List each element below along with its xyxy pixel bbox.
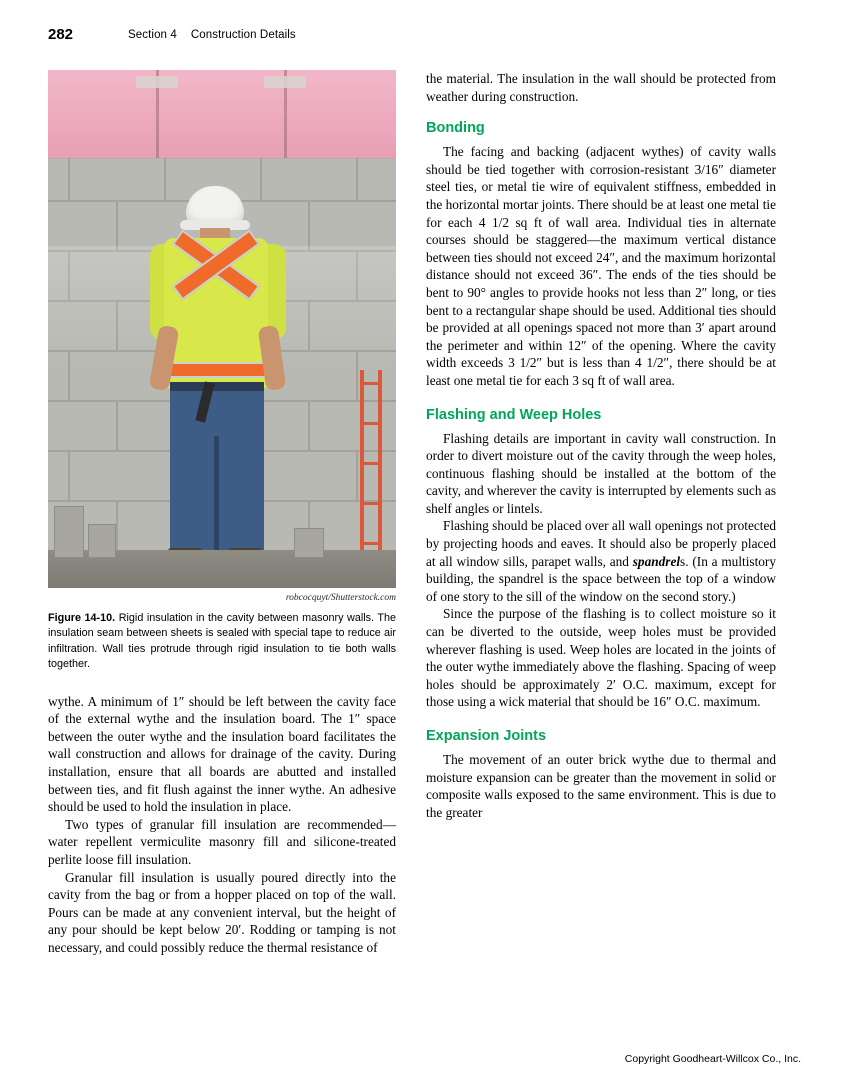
seam-tape	[264, 76, 306, 88]
photo-credit: robcocquyt/Shutterstock.com	[285, 593, 396, 603]
mortar-joint	[68, 450, 70, 500]
mortar-joint	[116, 400, 118, 450]
rigid-insulation-board	[48, 70, 396, 158]
ladder-rung	[360, 422, 382, 425]
ladder-rung	[360, 502, 382, 505]
heading-flashing-and-weep-holes: Flashing and Weep Holes	[426, 406, 602, 423]
ladder-rung	[360, 382, 382, 385]
paragraph: Since the purpose of the flashing is to collect moisture so it can be diverted to the outside, weep holes must be provided wherever flashing is used. Weep holes are located in the joints of the outer wythe immediately above the flashing. Spacing of weep holes should be approximately 2′ O.C. maximum, except for those using a wick material that should be 16″ O.C. maximum.	[426, 606, 776, 710]
page-number: 282	[48, 26, 74, 43]
block-stack	[54, 506, 84, 558]
jeans-seam	[214, 436, 219, 552]
left-column-body	[48, 693, 396, 957]
figure-caption	[48, 611, 396, 673]
figure-number: Figure 14-10.	[48, 612, 116, 624]
emphasis-term: spandrel	[632, 553, 681, 569]
paragraph: Flashing should be placed over all wall openings not protected by projecting hoods and eaves. It should also be properly placed at all window sills, parapet walls, and spandrels. (In a multistory building, the spandrel is the space between the top of a window of one story to the sill of the window on the second story.)	[426, 518, 776, 604]
mason-worker	[144, 186, 294, 588]
running-head-section-title: Construction Details	[190, 29, 296, 41]
left-column	[48, 70, 396, 957]
belt	[170, 382, 264, 391]
block-stack	[88, 524, 116, 558]
paragraph: Granular fill insulation is usually poured directly into the cavity from the bag or from a hopper placed on top of the wall. Pours can be made at any convenient interval, but the height of any pour should be kept below 20′. Rodding or tamping is not necessary, and could possibly reduce the thermal resistance of	[48, 869, 396, 955]
mortar-joint	[116, 200, 118, 250]
mortar-joint	[356, 450, 358, 500]
paragraph: The facing and backing (adjacent wythes) of cavity walls should be tied together with corrosion-resistant 3/16″ diameter steel ties, or metal tie wire of equivalent stiffness, embedded in the horizontal mortar joints. There should be at least one metal tie for each 4 1/2 sq ft of wall area. Individual ties in alternate courses should be staggered—the maximum vertical distance between ties should not exceed 24″, and the maximum horizontal distance should not exceed 36″. The ends of the ties should be bent to 90° angles to provide hooks not less than 2″ long, or ties bent to a rectangular shape should be used. Additional ties should be provided at all openings spaced not more than 3′ apart around the perimeter and within 12″ of the opening. Where the cavity width exceeds 3 1/2″ but is less than 4 1/2″, there should be at least one metal tie for each 3 sq ft of wall area.	[426, 144, 776, 388]
page-header	[48, 26, 801, 46]
vest-waistband	[166, 362, 266, 378]
ladder	[360, 370, 382, 560]
heading-expansion-joints: Expansion Joints	[426, 728, 547, 744]
mortar-joint	[308, 200, 310, 250]
footer-copyright: Copyright Goodheart-Willcox Co., Inc.	[624, 1053, 801, 1065]
figure-caption-text: Rigid insulation in the cavity between masonry walls. The insulation seam between sheets is sealed with special tape to reduce air infiltration. Wall ties protrude through rigid insulation to tie both walls together.	[48, 612, 397, 671]
mortar-joint	[308, 400, 310, 450]
block-stack	[294, 528, 324, 558]
mortar-joint	[116, 500, 118, 550]
running-head-section-number: Section 4	[128, 29, 177, 41]
ladder-rung	[360, 462, 382, 465]
paragraph: Two types of granular fill insulation are recommended—water repellent vermiculite masonry fill and silicone-treated perlite loose fill insulation.	[48, 816, 396, 867]
figure-14-10	[48, 70, 396, 673]
paragraph: wythe. A minimum of 1″ should be left between the cavity face of the external wythe and the insulation board. The 1″ space between the outer wythe and the insulation board facilitates the wall construction and allows for drainage of the cavity. During installation, ensure that all boards are abutted and installed between ties, and fit flush against the inner wythe. An adhesive should be used to hold the insulation in place.	[48, 693, 396, 815]
ladder-rail	[360, 370, 364, 560]
ladder-rung	[360, 542, 382, 545]
paragraph: the material. The insulation in the wall should be protected from weather during construction.	[426, 71, 776, 104]
ladder-rail	[378, 370, 382, 560]
seam-tape	[136, 76, 178, 88]
mortar-joint	[356, 158, 358, 200]
mortar-joint	[68, 158, 70, 200]
right-column	[426, 70, 776, 821]
heading-bonding: Bonding	[426, 120, 485, 137]
figure-photo	[48, 70, 396, 588]
paragraph: Flashing details are important in cavity wall construction. In order to divert moisture out of the cavity through the weep holes, continuous flashing should be installed at the bottom of the cavity, and wherever the cavity is interrupted by elements such as shelf angles or lintels.	[426, 430, 776, 516]
paragraph: The movement of an outer brick wythe due to thermal and moisture expansion can be greater than the movement in solid or composite walls exposed to the same environment. This is due to the greater	[426, 752, 776, 820]
running-head	[128, 29, 296, 41]
